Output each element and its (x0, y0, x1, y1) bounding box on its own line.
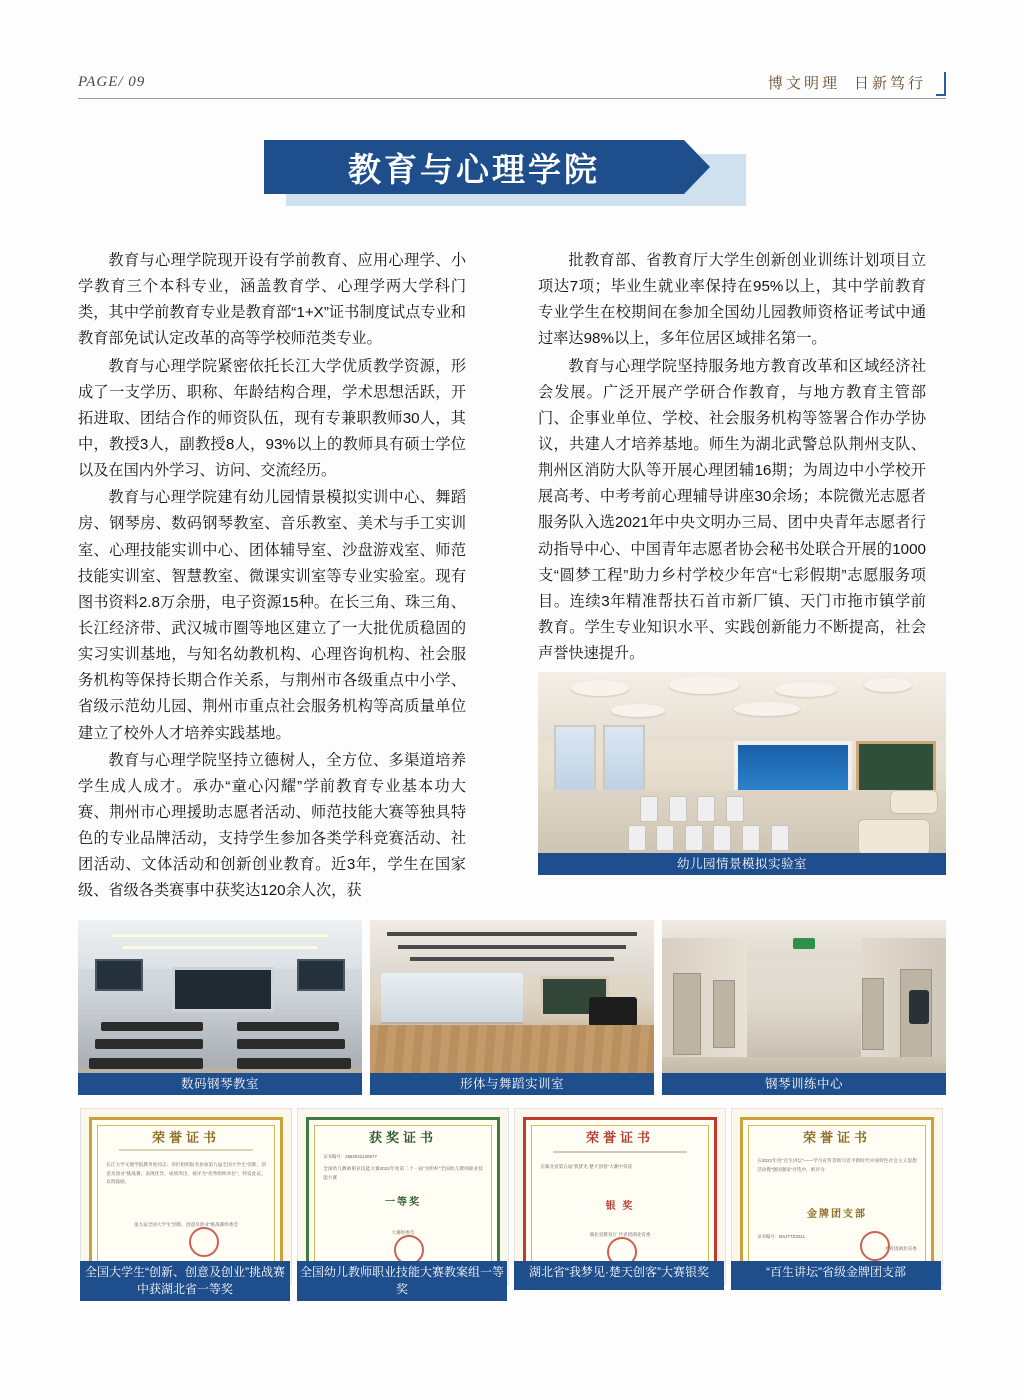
header-corner-mark (936, 72, 946, 96)
header-divider (78, 98, 946, 99)
paragraph: 教育与心理学院建有幼儿园情景模拟实训中心、舞蹈房、钢琴房、数码钢琴教室、音乐教室、美术与手工实训室、心理技能实训中心、团体辅导室、沙盘游戏室、师范技能实训室、智慧教室、微课实训室等专业实验室。现有图书资料2.8万余册，电子资源15种。在长三角、珠三角、长江经济带、武汉城市圈等地区建立了一大批优质稳固的实习实训基地，与知名幼教机构、心理咨询机构、社会服务机构等保持长期合作关系，与荆州市各级重点中小学、省级示范幼儿园、荆州市重点社会服务机构等高质量单位建立了校外人才培养实践基地。 (78, 489, 466, 742)
certificate-image-1 (80, 1108, 292, 1285)
figure-caption: 幼儿园情景模拟实验室 (538, 853, 946, 875)
photo-kindergarten-room (538, 672, 946, 875)
figure-digital-piano-classroom (78, 920, 362, 1095)
figure-caption: 形体与舞蹈实训室 (370, 1073, 654, 1095)
body-column-left (78, 248, 466, 906)
paragraph: 教育与心理学院现开设有学前教育、应用心理学、小学教育三个本科专业，涵盖教育学、心理学两大学科门类，其中学前教育专业是教育部“1+X”证书制度试点专业和教育部免试认定改革的高等学校师范类专业。 (78, 252, 466, 348)
header-motto (768, 72, 926, 93)
motto-right: 日新笃行 (853, 76, 926, 92)
photo-corridor (662, 920, 946, 1095)
certificate-image-3 (514, 1108, 726, 1285)
figure-piano-training-center (662, 920, 946, 1095)
certificate-sub: 全国幼儿教师职业技能大赛2022年度第二十一届“为明杯”全国幼儿教师职业技能大赛 (323, 1166, 483, 1180)
page-header (78, 72, 946, 102)
body-column-right (538, 248, 926, 668)
certificate-title: 获奖证书 (368, 1130, 437, 1145)
certificate-caption-4: “百生讲坛”省级金牌团支部 (731, 1261, 941, 1290)
paragraph: 教育与心理学院坚持服务地方教育改革和区域经济社会发展。广泛开展产学研合作教育，与地方教育主管部门、企事业单位、学校、社会服务机构等签署合作办学协议，共建人才培养基地。师生为湖北武警总队荆州支队、荆州区消防大队等开展心理团辅16期；为周边中小学校开展高考、中考考前心理辅导讲座30余场；本院微光志愿者服务队入选2021年中央文明办三局、团中央青年志愿者行动指导中心、中国青年志愿者协会秘书处联合开展的1000支“圆梦工程”助力乡村学校少年宫“七彩假期”志愿服务项目。连续3年精准帮扶石首市新厂镇、天门市拖市镇学前教育。学生专业知识水平、实践创新能力不断提高，社会声誉快速提升。 (538, 357, 926, 663)
certificate-body: 在湖北省第五届“我梦见·楚天创客”大赛中荣获 (540, 1164, 633, 1169)
page-title: 教育与心理学院 (348, 150, 600, 188)
paragraph: 教育与心理学院紧密依托长江大学优质教学资源，形成了一支学历、职称、年龄结构合理，学术思想活跃，开拓进取、团结合作的师资队伍，现有专兼职教师30人，其中，教授3人，副教授8人，93%以上的教师具有硕士学位以及在国内外学习、访问、交流经历。 (78, 357, 466, 480)
figure-dance-studio (370, 920, 654, 1095)
certificate-title: 荣誉证书 (585, 1130, 654, 1145)
certificate-footer: 第九届全国大学生“创新、创意及创业”挑战赛组委会 (133, 1222, 239, 1227)
figure-caption: 钢琴训练中心 (662, 1073, 946, 1095)
paragraph: 批教育部、省教育厅大学生创新创业训练计划项目立项达7项；毕业生就业率保持在95%以上，其中学前教育专业学生在校期间在参加全国幼儿园教师资格证考试中通过率达98%以上，多年位居区域排名第一。 (538, 252, 926, 348)
certificate-caption-2: 全国幼儿教师职业技能大赛教案组一等奖 (297, 1261, 507, 1301)
certificate-footer: 共青团湖北省委 (884, 1246, 917, 1251)
certificate-body: 在2021年度“百生讲坛”——学习宣传贯彻习近平新时代中国特色社会主义思想活动暨“强国强家”评选中，被评为 (757, 1158, 917, 1172)
certificate-footer: 大赛组委会 (391, 1230, 415, 1235)
motto-left: 博文明理 (767, 76, 840, 92)
certificate-code: 证书编号：BSJTTZ2021 (757, 1234, 806, 1239)
certificate-body: 长江大学文理学院教务处同志：你们组织报名参加第九届全国大学生“创新、创意及创业”挑战赛，表现优异，成绩突出，被评为“优秀组织单位”，特发此证，以资鼓励。 (106, 1162, 266, 1185)
certificate-image-4 (731, 1108, 943, 1285)
section-title-banner (250, 140, 770, 206)
certificate-footer: 湖北省教育厅 共青团湖北省委 (589, 1232, 651, 1237)
page-number: PAGE/ 09 (78, 74, 146, 90)
certificate-image-2 (297, 1108, 509, 1285)
photo-dance-room (370, 920, 654, 1095)
figure-caption: 数码钢琴教室 (78, 1073, 362, 1095)
title-bar (264, 140, 684, 194)
paragraph: 教育与心理学院坚持立德树人，全方位、多渠道培养学生成人成才。承办“童心闪耀”学前教育专业基本功大赛、荆州市心理援助志愿者活动、师范技能大赛等独具特色的专业品牌活动，支持学生参加各类学科竞赛活动、社团活动、文体活动和创新创业教育。近3年，学生在国家级、省级各类赛事中获奖达120余人次，获 (78, 751, 466, 900)
certificate-title: 荣誉证书 (151, 1130, 220, 1145)
certificate-award: 银 奖 (605, 1201, 635, 1212)
certificate-award: 一等奖 (385, 1197, 421, 1208)
certificate-caption-3: 湖北省“我梦见·楚天创客”大赛银奖 (514, 1261, 724, 1290)
photo-lecture-room (78, 920, 362, 1095)
certificate-caption-1: 全国大学生“创新、创意及创业”挑战赛中获湖北省一等奖 (80, 1261, 290, 1301)
certificate-code: 证书编号：2682022120677 (323, 1154, 377, 1159)
figure-kindergarten-simulation-lab (538, 672, 946, 875)
certificate-title: 荣誉证书 (802, 1130, 871, 1145)
certificate-award: 金牌团支部 (807, 1209, 867, 1220)
